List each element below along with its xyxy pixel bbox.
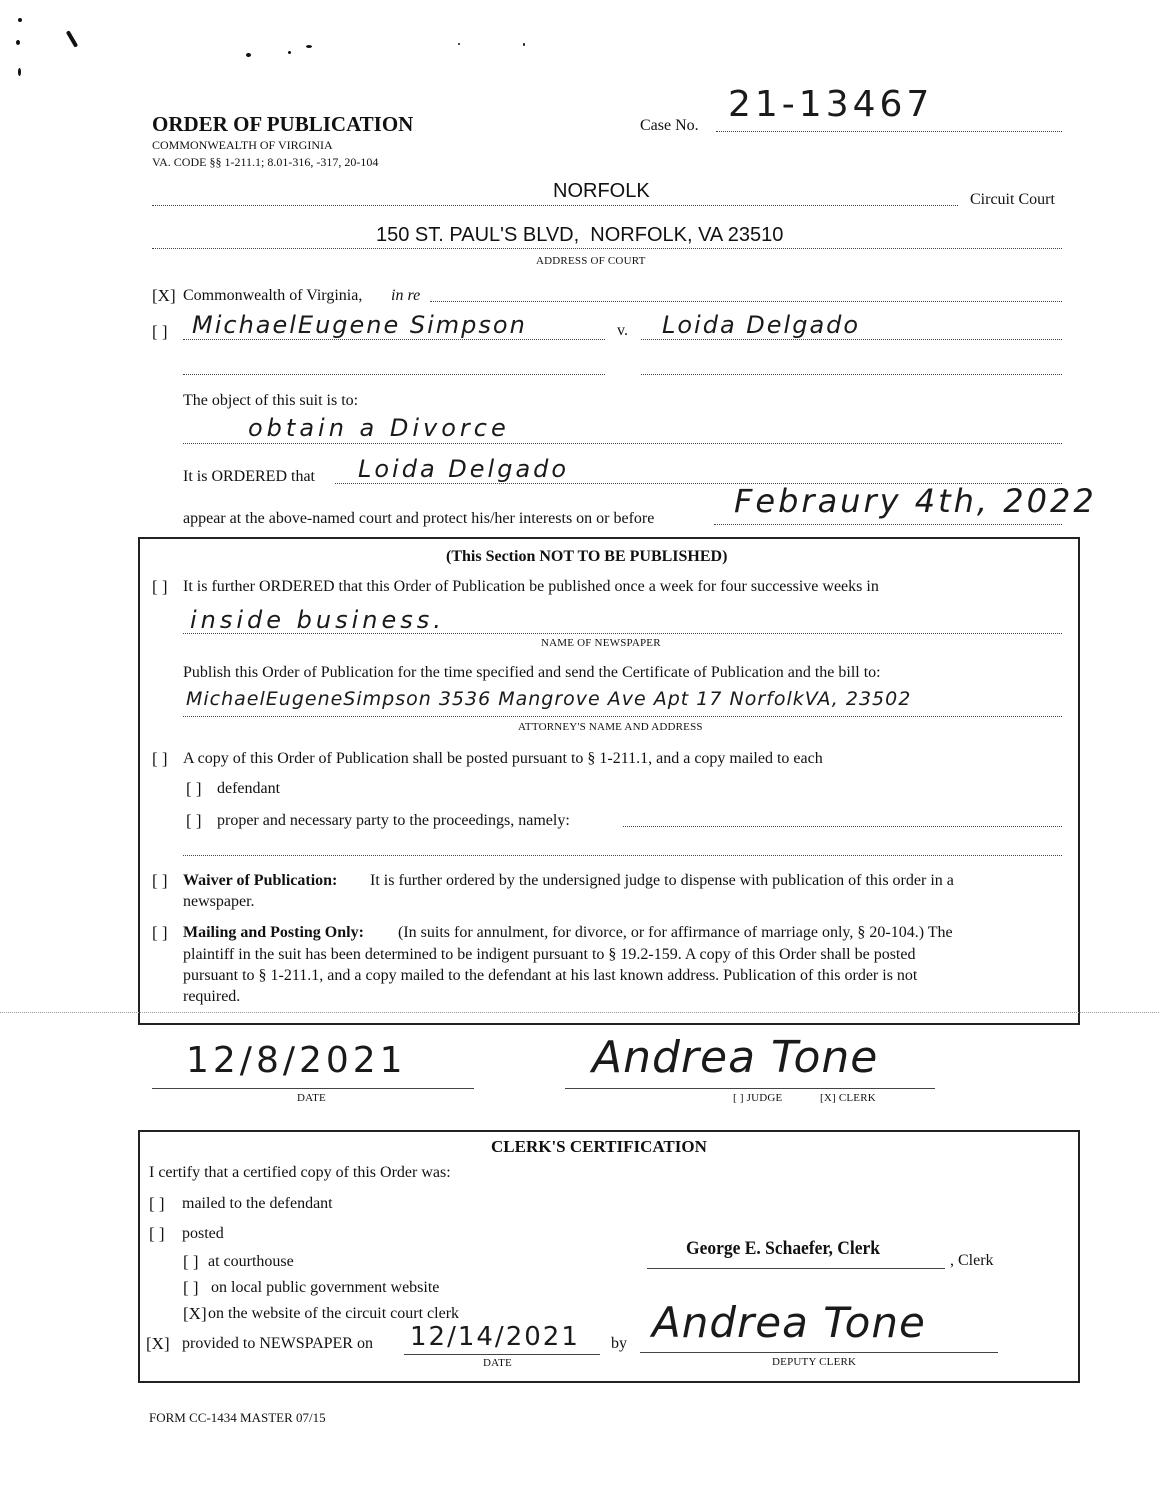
- mailing-bold: Mailing and Posting Only:: [183, 924, 364, 941]
- defendant-label: defendant: [217, 780, 281, 797]
- ordered-label: It is ORDERED that: [183, 468, 315, 485]
- form-subtitle: COMMONWEALTH OF VIRGINIA: [152, 138, 333, 152]
- defendant-checkbox[interactable]: [ ]: [186, 779, 202, 798]
- plaintiff-line-2: [183, 374, 605, 375]
- clerk-caption[interactable]: [X] CLERK: [820, 1092, 876, 1104]
- posted-checkbox[interactable]: [ ]: [149, 1224, 165, 1243]
- by-label: by: [611, 1335, 627, 1352]
- court-suffix: Circuit Court: [970, 191, 1055, 208]
- defendant-name: Loida Delgado: [662, 311, 861, 339]
- form-footer: FORM CC-1434 MASTER 07/15: [149, 1410, 326, 1425]
- defendant-line: [641, 339, 1062, 340]
- attorney-line: [183, 716, 1062, 717]
- clerk-name-line: [647, 1268, 945, 1269]
- scan-artifact-line: [0, 1012, 1159, 1013]
- appear-line: [714, 524, 1062, 525]
- mailing-text-4: required.: [183, 988, 241, 1005]
- case-line: [716, 131, 1062, 132]
- copy-posted-checkbox[interactable]: [ ]: [152, 749, 168, 768]
- commonwealth-checkbox[interactable]: [X]: [152, 286, 176, 305]
- order-date-caption: DATE: [297, 1092, 326, 1104]
- provided-label: provided to NEWSPAPER on: [182, 1335, 373, 1352]
- gov-site-checkbox[interactable]: [ ]: [183, 1278, 199, 1297]
- proper-party-line-2: [183, 855, 1062, 856]
- deputy-caption: DEPUTY CLERK: [772, 1356, 857, 1368]
- scan-speck: [458, 43, 460, 45]
- in-re-line: [430, 301, 1062, 302]
- address-line: [152, 248, 1062, 249]
- clerk-site-checkbox[interactable]: [X]: [183, 1304, 207, 1323]
- order-date-value: 12/8/2021: [186, 1040, 407, 1081]
- courthouse-checkbox[interactable]: [ ]: [183, 1252, 199, 1271]
- newspaper-caption: NAME OF NEWSPAPER: [541, 637, 661, 649]
- court-line: [152, 205, 958, 206]
- not-published-heading: (This Section NOT TO BE PUBLISHED): [446, 548, 728, 565]
- clerk-cert-heading: CLERK'S CERTIFICATION: [491, 1137, 707, 1156]
- waiver-bold: Waiver of Publication:: [183, 872, 338, 889]
- mailed-label: mailed to the defendant: [182, 1195, 333, 1212]
- mailing-text-2: plaintiff in the suit has been determined to be indigent pursuant to § 19.2-159. A copy of this Order shall be posted: [183, 946, 916, 963]
- clerk-site-label: on the website of the circuit court clerk: [208, 1305, 460, 1322]
- proper-party-text: proper and necessary party to the proceedings, namely:: [217, 812, 570, 829]
- court-address: 150 ST. PAUL'S BLVD, NORFOLK, VA 23510: [376, 224, 784, 246]
- court-name: NORFOLK: [553, 180, 650, 202]
- object-value: obtain a Divorce: [248, 414, 510, 442]
- newspaper-line: [183, 633, 1062, 634]
- newspaper-provided-checkbox[interactable]: [X]: [146, 1334, 170, 1353]
- scan-speck: [246, 53, 251, 57]
- copy-posted-text: A copy of this Order of Publication shall be posted pursuant to § 1-211.1, and a copy mailed to each: [183, 750, 823, 767]
- further-ordered-text: It is further ORDERED that this Order of Publication be published once a week for four successive weeks in: [183, 578, 879, 595]
- provided-date-caption: DATE: [483, 1357, 512, 1369]
- waiver-checkbox[interactable]: [ ]: [152, 871, 168, 890]
- in-re-label: in re: [391, 287, 421, 304]
- judge-caption[interactable]: [ ] JUDGE: [733, 1092, 783, 1104]
- versus-label: v.: [617, 322, 628, 339]
- courthouse-label: at courthouse: [208, 1253, 294, 1270]
- form-code: VA. CODE §§ 1-211.1; 8.01-316, -317, 20-104: [152, 155, 379, 169]
- scan-speck: [306, 45, 312, 48]
- scan-speck: [18, 68, 21, 76]
- mailing-checkbox[interactable]: [ ]: [152, 923, 168, 942]
- waiver-text: It is further ordered by the undersigned judge to dispense with publication of this order in a: [370, 872, 954, 889]
- scan-speck: [523, 43, 525, 46]
- newspaper-value: inside business.: [190, 606, 445, 634]
- appear-date: Febraury 4th, 2022: [734, 482, 1097, 520]
- provided-date: 12/14/2021: [410, 1322, 580, 1352]
- signature-line: [565, 1088, 935, 1089]
- gov-site-label: on local public government website: [211, 1279, 440, 1296]
- scan-speck: [18, 18, 22, 22]
- clerk-cert-intro: I certify that a certified copy of this Order was:: [149, 1164, 451, 1181]
- further-ordered-checkbox[interactable]: [ ]: [152, 577, 168, 596]
- deputy-signature: Andrea Tone: [652, 1298, 926, 1347]
- form-title: ORDER OF PUBLICATION: [152, 112, 414, 136]
- provided-date-line: [404, 1354, 600, 1355]
- clerk-suffix: , Clerk: [950, 1252, 994, 1269]
- publish-instructions: Publish this Order of Publication for the time specified and send the Certificate of Publication and the bill to:: [183, 664, 881, 681]
- ordered-value: Loida Delgado: [358, 455, 570, 483]
- object-line: [183, 443, 1062, 444]
- scan-speck: [66, 30, 78, 48]
- proper-party-checkbox[interactable]: [ ]: [186, 811, 202, 830]
- defendant-line-2: [641, 374, 1062, 375]
- party-checkbox[interactable]: [ ]: [152, 322, 168, 341]
- judge-clerk-signature: Andrea Tone: [592, 1032, 879, 1083]
- commonwealth-label: Commonwealth of Virginia,: [183, 287, 363, 304]
- deputy-line: [640, 1352, 998, 1353]
- order-date-line: [152, 1088, 474, 1089]
- plaintiff-name: MichaelEugene Simpson: [192, 311, 527, 339]
- mailing-text-3: pursuant to § 1-211.1, and a copy mailed to the defendant at his last known address. Publication of this order is not: [183, 967, 918, 984]
- attorney-caption: ATTORNEY'S NAME AND ADDRESS: [518, 721, 703, 733]
- scan-speck: [16, 40, 20, 45]
- address-caption: ADDRESS OF COURT: [536, 255, 646, 267]
- case-label: Case No.: [640, 117, 699, 134]
- object-label: The object of this suit is to:: [183, 392, 359, 409]
- attorney-value: MichaelEugeneSimpson 3536 Mangrove Ave Apt 17 NorfolkVA, 23502: [186, 688, 912, 710]
- plaintiff-line: [183, 339, 605, 340]
- proper-party-line: [623, 826, 1062, 827]
- scan-speck: [288, 51, 291, 54]
- case-number: 21-13467: [728, 84, 934, 125]
- mailed-checkbox[interactable]: [ ]: [149, 1194, 165, 1213]
- waiver-text-2: newspaper.: [183, 893, 255, 910]
- mailing-text-1: (In suits for annulment, for divorce, or for affirmance of marriage only, § 20-104.) The: [398, 924, 953, 941]
- appear-label: appear at the above-named court and protect his/her interests on or before: [183, 510, 655, 527]
- clerk-name-stamp: George E. Schaefer, Clerk: [686, 1238, 881, 1259]
- posted-label: posted: [182, 1225, 224, 1242]
